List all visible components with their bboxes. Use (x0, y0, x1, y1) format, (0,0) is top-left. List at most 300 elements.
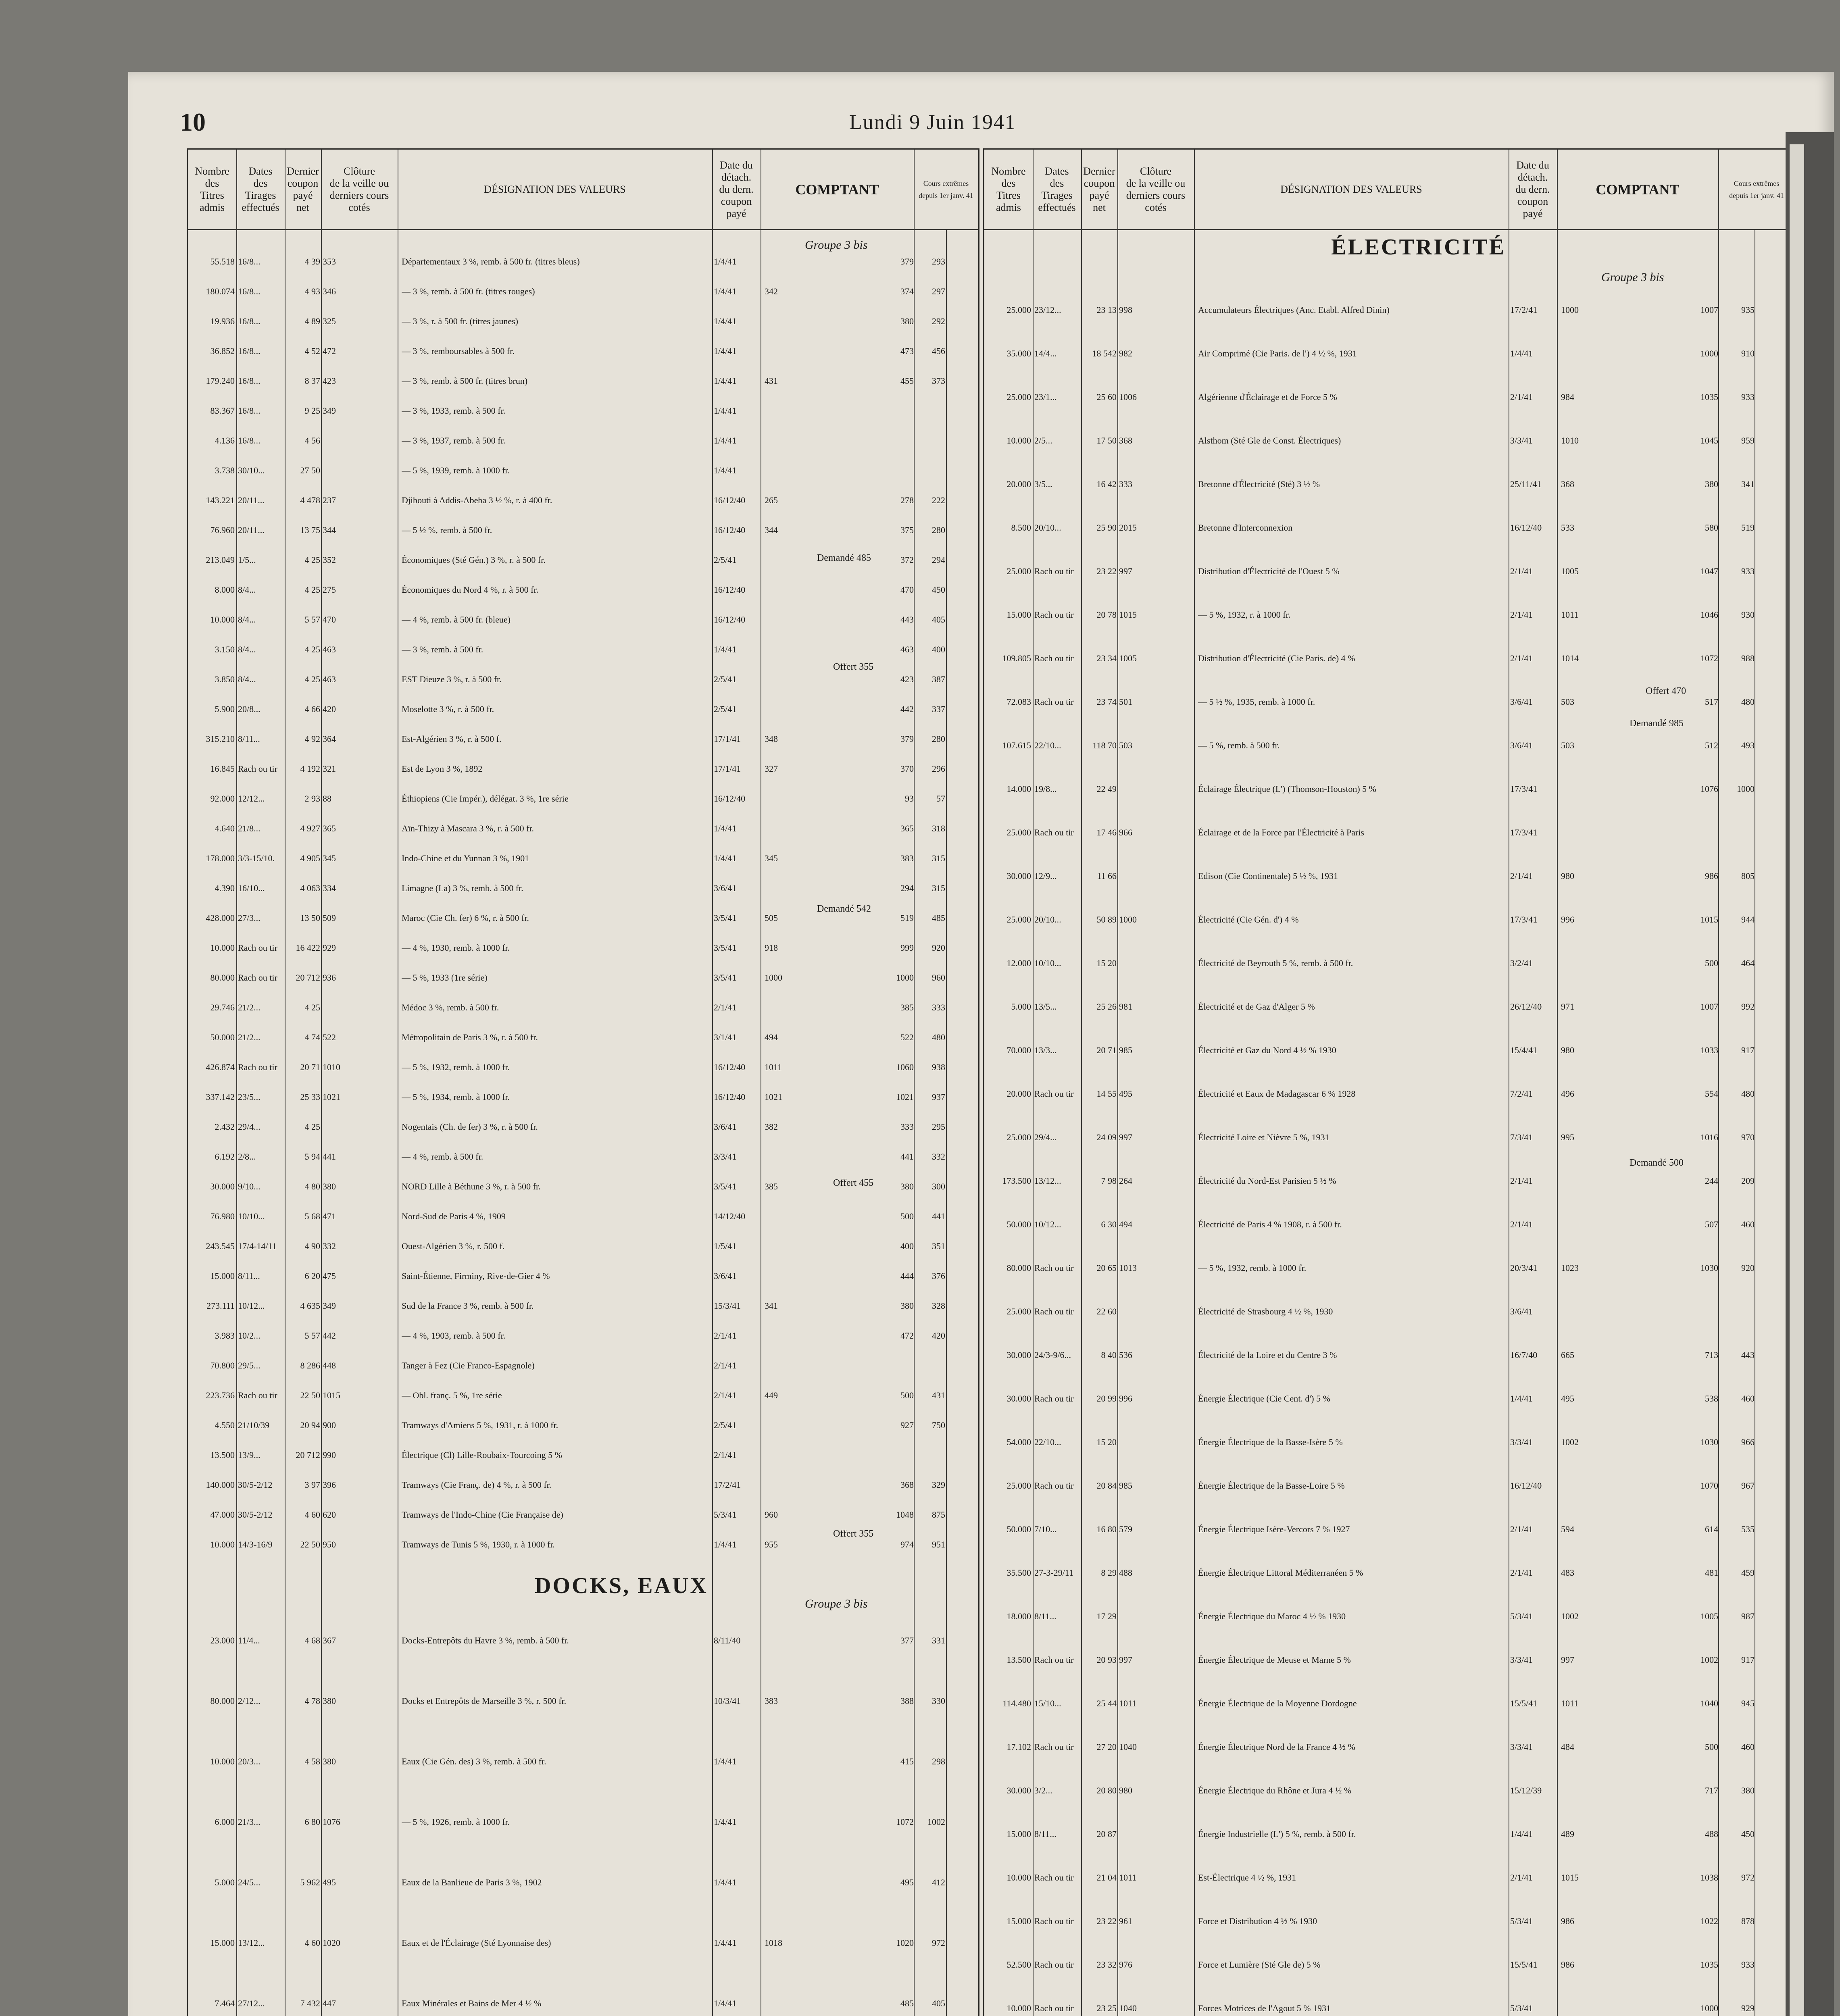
table-row (984, 1522, 1795, 1537)
table-cell: 933 (1741, 1960, 1755, 1970)
table-cell: Rach ou tir (1034, 1655, 1074, 1665)
table-cell: Énergie Électrique Isère-Vercors 7 % 1927 (1198, 1524, 1350, 1534)
table-cell: 984 (1561, 392, 1574, 402)
table-cell: 1/4/41 (714, 435, 737, 446)
table-cell: 380 (323, 1756, 336, 1766)
table-row (188, 791, 978, 806)
table-row (188, 1150, 978, 1164)
table-cell: 16/12/40 (1510, 1481, 1542, 1491)
table-row (984, 303, 1795, 317)
table-row (188, 463, 978, 478)
table-cell: Électricité (Cie Gén. d') 4 % (1198, 914, 1299, 925)
page-date: Lundi 9 Juin 1941 (849, 111, 1016, 134)
table-row (984, 1566, 1795, 1580)
table-cell: 495 (900, 1877, 914, 1887)
table-cell: Aïn-Thizy à Mascara 3 %, r. à 500 fr. (402, 823, 534, 833)
table-row (188, 493, 978, 508)
table-row (984, 1348, 1795, 1362)
table-cell: 1018 (765, 1938, 782, 1948)
table-cell: 173.500 (1002, 1176, 1031, 1186)
table-cell: Électrique (Cl) Lille-Roubaix-Tourcoing 5 % (402, 1450, 563, 1460)
table-row (188, 941, 978, 955)
table-cell: 7/3/41 (1510, 1132, 1533, 1142)
table-cell: 1021 (765, 1092, 782, 1102)
table-cell: 933 (1741, 566, 1755, 576)
col-cloture-r: Clôture de la veille ou derniers cours cotés (1117, 150, 1194, 230)
table-cell: 8/4... (238, 644, 256, 654)
table-cell: 1013 (1119, 1263, 1137, 1273)
table-cell: Rach ou tir (1034, 1306, 1074, 1316)
table-cell: 428.000 (206, 913, 235, 923)
table-cell: 8 29 (1101, 1568, 1117, 1578)
table-cell: 348 (765, 734, 778, 744)
table-cell: 275 (323, 585, 336, 595)
table-cell: 80.000 (1006, 1263, 1031, 1273)
table-cell: 10/10... (1034, 958, 1061, 968)
table-cell: 960 (932, 973, 945, 983)
table-cell: 27/3... (238, 913, 260, 923)
table-cell: 16/8... (238, 406, 260, 416)
table-cell: 333 (1119, 479, 1132, 489)
table-cell: 1007 (1700, 305, 1718, 315)
table-cell: 15.000 (1006, 610, 1031, 620)
table-cell: 1033 (1700, 1045, 1718, 1055)
table-cell: 910 (1741, 348, 1755, 358)
table-cell: 54.000 (1006, 1437, 1031, 1447)
table-cell: 13/3... (1034, 1045, 1057, 1055)
table-cell: Électricité Loire et Nièvre 5 %, 1931 (1198, 1132, 1329, 1142)
table-cell: 2/1/41 (714, 1360, 737, 1370)
table-cell: 22 50 (300, 1539, 320, 1549)
table-cell: 273.111 (206, 1301, 235, 1311)
table-cell: 294 (900, 883, 914, 893)
table-row (188, 851, 978, 866)
table-cell: — 5 ½ %, remb. à 500 fr. (402, 525, 492, 535)
table-cell: 917 (1741, 1655, 1755, 1665)
table-cell: 8 37 (304, 376, 320, 386)
table-cell: 990 (323, 1450, 336, 1460)
table-cell: 1005 (1561, 566, 1579, 576)
table-cell: 944 (1741, 914, 1755, 925)
table-cell: 4 192 (300, 764, 320, 774)
table-cell: Énergie Industrielle (L') 5 %, remb. à 500 fr. (1198, 1829, 1356, 1839)
table-row (188, 1120, 978, 1134)
table-cell: Économiques du Nord 4 %, r. à 500 fr. (402, 585, 539, 595)
table-cell: Énergie Électrique de Meuse et Marne 5 % (1198, 1655, 1351, 1665)
table-cell: 13/5... (1034, 1002, 1057, 1012)
table-row (984, 738, 1795, 753)
table-cell: 280 (932, 525, 945, 535)
table-cell: 29/4... (1034, 1132, 1057, 1142)
table-row (984, 1914, 1795, 1929)
table-cell: 365 (323, 823, 336, 833)
table-cell: Électricité de Beyrouth 5 %, remb. à 500 fr. (1198, 958, 1353, 968)
table-cell: 1/4/41 (714, 316, 737, 326)
table-cell: 222 (932, 495, 945, 505)
table-cell: 333 (932, 1002, 945, 1012)
table-row (984, 782, 1795, 796)
table-cell: 1/5... (238, 555, 256, 565)
table-cell: Électricité du Nord-Est Parisien 5 ½ % (1198, 1176, 1336, 1186)
table-cell: 1045 (1700, 435, 1718, 446)
table-cell: 334 (323, 883, 336, 893)
table-cell: 405 (932, 1998, 945, 2008)
table-cell: 750 (932, 1420, 945, 1430)
table-cell: 967 (1741, 1481, 1755, 1491)
table-cell: 83.367 (210, 406, 235, 416)
table-cell: 380 (900, 1301, 914, 1311)
table-row (188, 1936, 978, 1950)
table-cell: 441 (900, 1152, 914, 1162)
table-cell: 4 93 (304, 286, 320, 296)
table-cell: 998 (1119, 305, 1132, 315)
table-cell: 4 56 (304, 435, 320, 446)
table-cell: 945 (1741, 1698, 1755, 1708)
table-cell: 329 (932, 1480, 945, 1490)
table-cell: 23 74 (1096, 697, 1117, 707)
table-cell: 966 (1741, 1437, 1755, 1447)
table-cell: Électricité et Gaz du Nord 4 ½ % 1930 (1198, 1045, 1336, 1055)
table-cell: 3/6/41 (714, 883, 737, 893)
table-row (984, 1870, 1795, 1885)
table-row (188, 642, 978, 657)
table-cell: 480 (1741, 1089, 1755, 1099)
table-cell: Rach ou tir (1034, 1089, 1074, 1099)
table-cell: 2.432 (215, 1122, 235, 1132)
table-cell: 11 66 (1097, 871, 1117, 881)
table-cell: 5/3/41 (714, 1510, 737, 1520)
table-cell: 3/5/41 (714, 1181, 737, 1191)
table-cell: 996 (1561, 914, 1574, 925)
table-cell: 9/10... (238, 1181, 260, 1191)
col-cours-r: Cours extrêmes depuis 1er janv. 41 (1718, 150, 1795, 230)
table-cell: 5 94 (304, 1152, 320, 1162)
table-cell: 30.000 (1006, 871, 1031, 881)
table-cell: 503 (1561, 697, 1574, 707)
table-cell: 2/1/41 (1510, 1568, 1533, 1578)
table-cell: 383 (765, 1696, 778, 1706)
table-row (984, 695, 1795, 709)
table-cell: 315 (932, 853, 945, 863)
table-cell: 18.000 (1006, 1611, 1031, 1621)
table-cell: 1007 (1700, 1002, 1718, 1012)
table-cell: 483 (1561, 1568, 1574, 1578)
table-cell: 1048 (896, 1510, 914, 1520)
table-cell: Est de Lyon 3 %, 1892 (402, 764, 483, 774)
table-cell: 1046 (1700, 610, 1718, 620)
table-cell: 959 (1741, 435, 1755, 446)
table-cell: 930 (1741, 610, 1755, 620)
table-row (984, 1435, 1795, 1450)
table-cell: 379 (900, 256, 914, 267)
table-cell: Eaux et de l'Éclairage (Sté Lyonnaise des) (402, 1938, 551, 1948)
table-cell: Tramways d'Amiens 5 %, 1931, r. à 1000 fr. (402, 1420, 558, 1430)
table-cell: 22 60 (1096, 1306, 1117, 1316)
table-cell: 12/12... (238, 793, 265, 804)
table-cell: 15/12/39 (1510, 1785, 1542, 1795)
table-row (984, 608, 1795, 622)
table-cell: 4 66 (304, 704, 320, 714)
table-cell: 3/6/41 (714, 1271, 737, 1281)
table-cell: 1/4/41 (714, 853, 737, 863)
table-cell: Énergie Électrique du Rhône et Jura 4 ½ % (1198, 1785, 1352, 1795)
table-cell: 374 (900, 286, 914, 296)
table-cell: 1010 (323, 1062, 340, 1072)
table-cell: 3 97 (304, 1480, 320, 1490)
table-cell: 1015 (1700, 914, 1718, 925)
table-cell: — 5 %, 1932, remb. à 1000 fr. (1198, 1263, 1307, 1273)
table-cell: 441 (323, 1152, 336, 1162)
table-row (984, 1217, 1795, 1232)
table-cell: 992 (1741, 1002, 1755, 1012)
table-cell: — 3 %, remboursables à 500 fr. (402, 346, 515, 356)
table-cell: 93 (905, 793, 914, 804)
table-cell: 449 (765, 1390, 778, 1400)
table-cell: Rach ou tir (1034, 1263, 1074, 1273)
table-cell: 22/10... (1034, 1437, 1061, 1447)
table-row (188, 1299, 978, 1313)
table-cell: 420 (323, 704, 336, 714)
table-cell: Djibouti à Addis-Abeba 3 ½ %, r. à 400 fr. (402, 495, 552, 505)
table-cell: 4 25 (304, 644, 320, 654)
table-cell: 976 (1119, 1960, 1132, 1970)
table-cell: 3/2... (1034, 1785, 1052, 1795)
table-cell: 2/1/41 (714, 1390, 737, 1400)
table-cell: Rach ou tir (238, 764, 277, 774)
table-cell: 8/11... (238, 1271, 260, 1281)
table-cell: 1/4/41 (714, 644, 737, 654)
table-cell: 481 (1705, 1568, 1718, 1578)
table-cell: 4.390 (215, 883, 235, 893)
table-cell: 298 (932, 1756, 945, 1766)
table-row (188, 971, 978, 985)
table-cell: 365 (900, 823, 914, 833)
table-cell: 15 20 (1096, 1437, 1117, 1447)
table-cell: 380 (323, 1696, 336, 1706)
table-cell: 318 (932, 823, 945, 833)
table-row (188, 583, 978, 597)
table-cell: 423 (323, 376, 336, 386)
table-cell: 4.136 (215, 435, 235, 446)
table-cell: 5 57 (304, 1331, 320, 1341)
table-cell: 5.000 (1011, 1002, 1031, 1012)
table-cell: 29/5... (238, 1360, 260, 1370)
table-cell: 554 (1705, 1089, 1718, 1099)
table-cell: 2/8... (238, 1152, 256, 1162)
table-cell: 517 (1705, 697, 1718, 707)
table-row (984, 1958, 1795, 1972)
table-cell: 14 55 (1096, 1089, 1117, 1099)
table-cell: 8 40 (1101, 1350, 1117, 1360)
table-row (984, 1087, 1795, 1101)
table-cell: 337 (932, 704, 945, 714)
table-cell: 5 57 (304, 614, 320, 625)
table-cell: 17/2/41 (714, 1480, 741, 1490)
table-cell: 21/2... (238, 1032, 260, 1042)
table-row (188, 374, 978, 388)
table-cell: 442 (900, 704, 914, 714)
table-cell: Force et Lumière (Sté Gle de) 5 % (1198, 1960, 1321, 1970)
table-cell: 900 (323, 1420, 336, 1430)
table-cell: 327 (765, 764, 778, 774)
table-cell: Énergie Électrique Nord de la France 4 ½ % (1198, 1742, 1355, 1752)
table-cell: 999 (900, 943, 914, 953)
table-row (188, 1418, 978, 1433)
table-cell: Énergie Électrique du Maroc 4 ½ % 1930 (1198, 1611, 1346, 1621)
table-cell: 293 (932, 256, 945, 267)
col-date-detach: Date du détach. du dern. coupon payé (712, 150, 761, 230)
offer-demande-542: Demandé 542 (817, 904, 871, 914)
table-cell: 143.221 (206, 495, 235, 505)
table-cell: 5/3/41 (1510, 1611, 1533, 1621)
table-cell: 512 (1705, 740, 1718, 750)
table-cell: 4 60 (304, 1938, 320, 1948)
table-cell: 456 (932, 346, 945, 356)
table-cell: 495 (323, 1877, 336, 1887)
table-cell: 7 432 (300, 1998, 320, 2008)
col-dates: Dates des Tirages effectués (236, 150, 285, 230)
table-cell: 488 (1705, 1829, 1718, 1839)
table-cell: 470 (323, 614, 336, 625)
table-cell: 443 (1741, 1350, 1755, 1360)
table-cell: 2015 (1119, 523, 1137, 533)
table-cell: 178.000 (206, 853, 235, 863)
table-cell: 10/10... (238, 1211, 265, 1221)
table-cell: 3.150 (215, 644, 235, 654)
table-cell: 5.900 (215, 704, 235, 714)
table-cell: 30/5-2/12 (238, 1480, 273, 1490)
table-cell: 20 71 (1096, 1045, 1117, 1055)
table-cell: 25 90 (1096, 523, 1117, 533)
table-cell: 15/10... (1034, 1698, 1061, 1708)
table-cell: 278 (900, 495, 914, 505)
table-cell: 16/12/40 (714, 614, 746, 625)
table-cell: 8/11... (1034, 1611, 1056, 1621)
table-cell: 13.500 (1006, 1655, 1031, 1665)
table-cell: 10/12... (1034, 1219, 1061, 1229)
table-cell: 22 50 (300, 1390, 320, 1400)
table-cell: 25 26 (1096, 1002, 1117, 1012)
table-cell: 47.000 (210, 1510, 235, 1520)
table-row (984, 1174, 1795, 1188)
table-cell: 1/4/41 (714, 1817, 737, 1827)
table-cell: 8 286 (300, 1360, 320, 1370)
col-date-detach-r: Date du détach. du dern. coupon payé (1509, 150, 1557, 230)
table-cell: 6 80 (304, 1817, 320, 1827)
table-cell: Rach ou tir (1034, 697, 1074, 707)
table-cell: 6.192 (215, 1152, 235, 1162)
table-cell: 346 (323, 286, 336, 296)
table-cell: 459 (1741, 1568, 1755, 1578)
table-row (188, 1358, 978, 1373)
table-cell: 1002 (1561, 1611, 1579, 1621)
table-cell: 997 (1119, 566, 1132, 576)
table-cell: 10.000 (1006, 1872, 1031, 1883)
table-cell: 1072 (1700, 653, 1718, 663)
table-cell: 24/3-9/6... (1034, 1350, 1071, 1360)
table-cell: 494 (1119, 1219, 1132, 1229)
table-row (984, 390, 1795, 404)
table-row (188, 254, 978, 269)
table-cell: — 3 %, 1937, remb. à 500 fr. (402, 435, 506, 446)
table-cell: 50 89 (1096, 914, 1117, 925)
table-cell: 4 39 (304, 256, 320, 267)
table-cell: 292 (932, 316, 945, 326)
table-cell: 373 (932, 376, 945, 386)
offer-demande-500: Demandé 500 (1630, 1158, 1684, 1168)
table-row (188, 1000, 978, 1015)
table-cell: 2/1/41 (1510, 653, 1533, 663)
table-cell: 25.000 (1006, 1481, 1031, 1491)
table-cell: 25 33 (300, 1092, 320, 1102)
table-cell: 30.000 (1006, 1785, 1031, 1795)
table-cell: 1038 (1700, 1872, 1718, 1883)
table-cell: Énergie Électrique (Cie Cent. d') 5 % (1198, 1393, 1330, 1404)
table-cell: 30.000 (210, 1181, 235, 1191)
table-cell: 76.980 (210, 1211, 235, 1221)
table-cell: 980 (1561, 871, 1574, 881)
table-cell: 3/1/41 (714, 1032, 737, 1042)
table-cell: 16/12/40 (714, 1062, 746, 1072)
table-cell: 6 30 (1101, 1219, 1117, 1229)
table-cell: 88 (323, 793, 331, 804)
table-cell: 17/1/41 (714, 734, 741, 744)
table-cell: EST Dieuze 3 %, r. à 500 fr. (402, 674, 502, 684)
table-cell: 349 (323, 406, 336, 416)
table-cell: 3/2/41 (1510, 958, 1533, 968)
table-cell: Ouest-Algérien 3 %, r. 500 f. (402, 1241, 505, 1251)
table-cell: 1000 (896, 973, 914, 983)
table-cell: 444 (900, 1271, 914, 1281)
table-cell: 20/3... (238, 1756, 260, 1766)
table-cell: 1/4/41 (714, 376, 737, 386)
table-cell: 507 (1705, 1219, 1718, 1229)
table-cell: 223.736 (206, 1390, 235, 1400)
table-row (188, 911, 978, 925)
table-row (188, 404, 978, 418)
table-cell: 1020 (896, 1938, 914, 1948)
table-cell: 344 (765, 525, 778, 535)
table-cell: Force et Distribution 4 ½ % 1930 (1198, 1916, 1317, 1926)
table-cell: 385 (765, 1181, 778, 1191)
table-cell: 35.500 (1006, 1568, 1031, 1578)
table-cell: Éthiopiens (Cie Impér.), délégat. 3 %, 1re série (402, 793, 569, 804)
offer-demande-985: Demandé 985 (1630, 718, 1684, 729)
table-row (188, 1329, 978, 1343)
table-cell: 213.049 (206, 555, 235, 565)
table-cell: 26/12/40 (1510, 1002, 1542, 1012)
table-cell: 3/3/41 (1510, 1437, 1533, 1447)
table-cell: 500 (900, 1211, 914, 1221)
table-cell: 875 (932, 1510, 945, 1520)
table-cell: 387 (932, 674, 945, 684)
table-cell: Air Comprimé (Cie Paris. de l') 4 ½ %, 1931 (1198, 348, 1357, 358)
table-cell: 18 542 (1092, 348, 1117, 358)
table-cell: 10.000 (1006, 2003, 1031, 2013)
table-cell: 1035 (1700, 1960, 1718, 1970)
table-cell: 16/10... (238, 883, 265, 893)
table-cell: 23/12... (1034, 305, 1061, 315)
table-cell: 966 (1119, 827, 1132, 837)
table-cell: 1076 (1700, 784, 1718, 794)
table-cell: 494 (765, 1032, 778, 1042)
table-cell: 27 20 (1096, 1742, 1117, 1752)
table-cell: 368 (900, 1480, 914, 1490)
table-cell: 16/12/40 (714, 525, 746, 535)
page-header (180, 107, 1785, 144)
table-cell: 296 (932, 764, 945, 774)
table-cell: 114.480 (1002, 1698, 1031, 1708)
